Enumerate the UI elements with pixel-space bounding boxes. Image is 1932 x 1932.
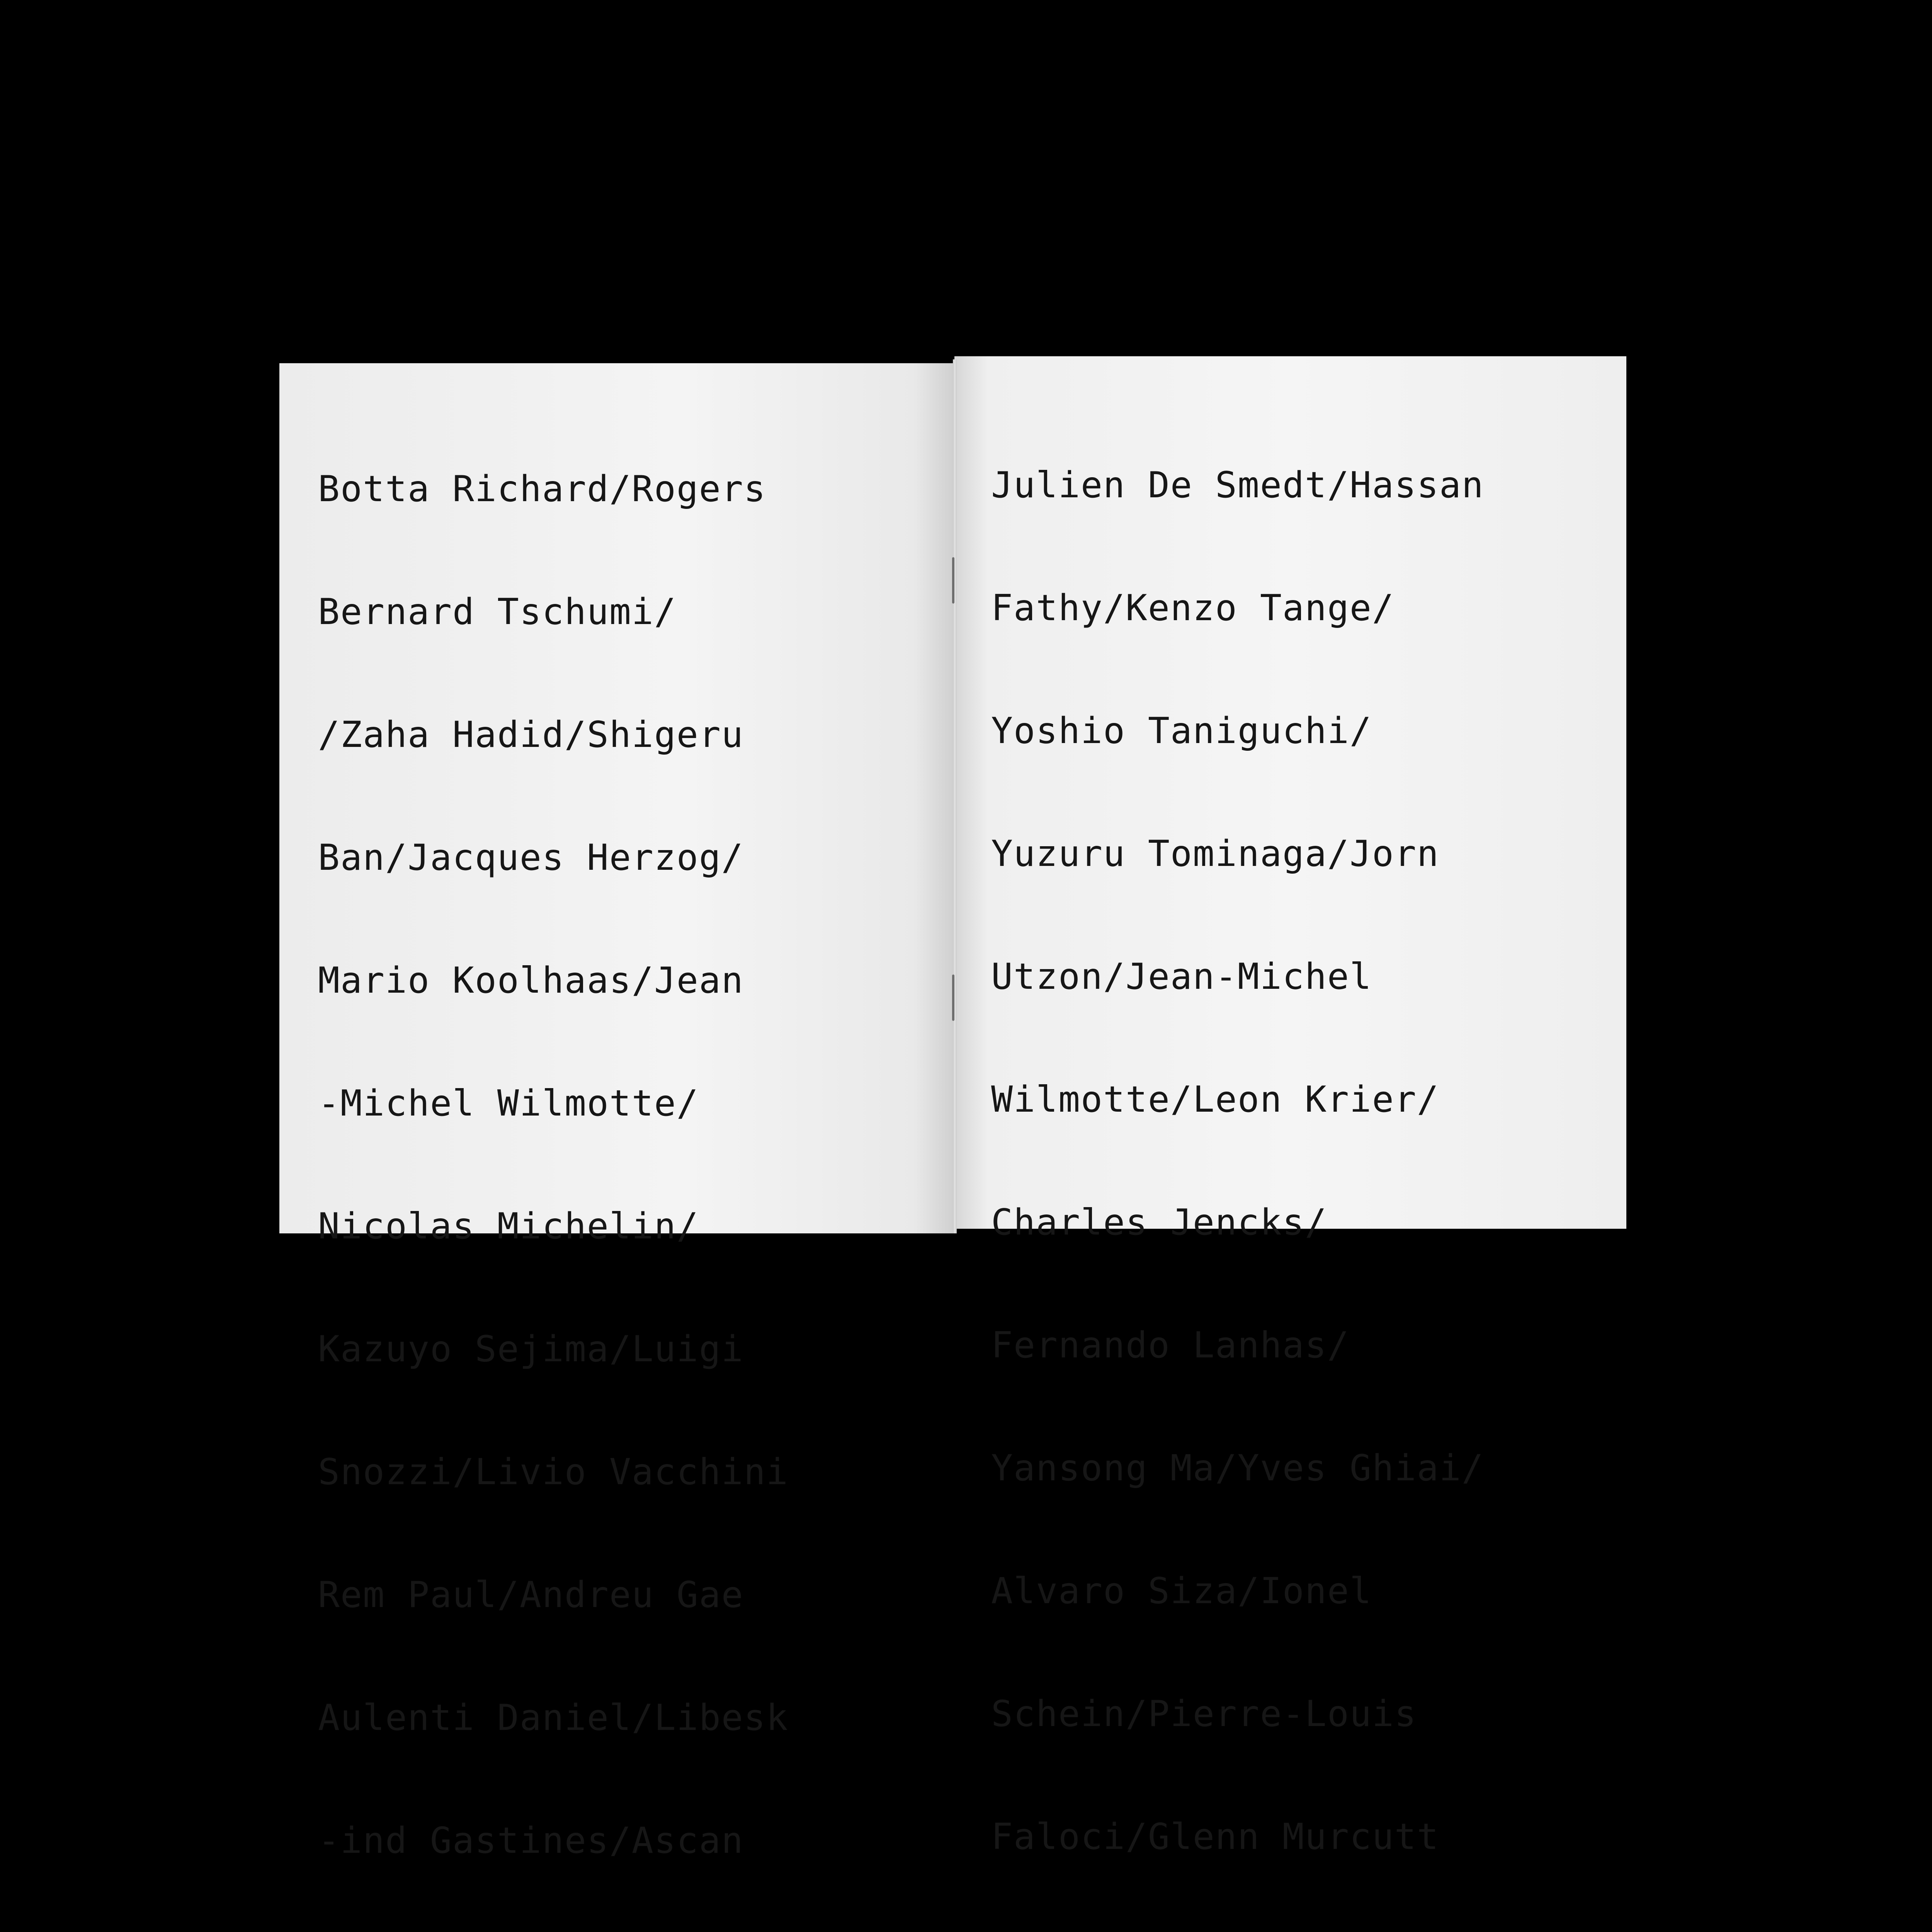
left-page <box>279 363 954 1861</box>
left-line: Rem Paul/Andreu Gae <box>318 1574 744 1616</box>
right-line: Fathy/Kenzo Tange/ <box>991 587 1395 629</box>
left-line: -ind Gastines/Ascan <box>318 1820 744 1861</box>
open-booklet <box>279 356 1626 1861</box>
left-line: -Michel Wilmotte/ <box>318 1082 699 1124</box>
left-line: Kazuyo Sejima/Luigi <box>318 1328 744 1370</box>
right-page-name-list <box>991 383 1484 1932</box>
right-line: Yoshio Taniguchi/ <box>991 710 1372 752</box>
right-line: Utzon/Jean-Michel <box>991 956 1372 997</box>
left-line: /Zaha Hadid/Shigeru <box>318 714 744 755</box>
staple <box>952 557 954 604</box>
left-line: Aulenti Daniel/Libesk <box>318 1697 789 1738</box>
right-line: Charles Jencks/ <box>991 1201 1327 1243</box>
right-page <box>954 356 1626 1857</box>
left-line: Snozzi/Livio Vacchini <box>318 1451 789 1493</box>
left-line: Bernard Tschumi/ <box>318 591 677 633</box>
staple <box>952 975 954 1021</box>
left-page-name-list <box>318 386 789 1932</box>
left-line: Botta Richard/Rogers <box>318 468 766 510</box>
right-line: Faloci/Glenn Murcutt <box>991 1816 1439 1857</box>
right-line: Yuzuru Tominaga/Jorn <box>991 833 1439 874</box>
booklet-spine <box>953 359 957 1233</box>
right-line: Wilmotte/Leon Krier/ <box>991 1078 1439 1120</box>
right-line: Alvaro Siza/Ionel <box>991 1570 1372 1612</box>
left-line: Nicolas Michelin/ <box>318 1205 699 1247</box>
left-line: Mario Koolhaas/Jean <box>318 959 744 1001</box>
right-line: Julien De Smedt/Hassan <box>991 464 1484 506</box>
right-line: Fernando Lanhas/ <box>991 1324 1350 1366</box>
right-line: Yansong Ma/Yves Ghiai/ <box>991 1447 1484 1489</box>
left-line: Ban/Jacques Herzog/ <box>318 837 744 878</box>
right-line: Schein/Pierre-Louis <box>991 1693 1417 1735</box>
